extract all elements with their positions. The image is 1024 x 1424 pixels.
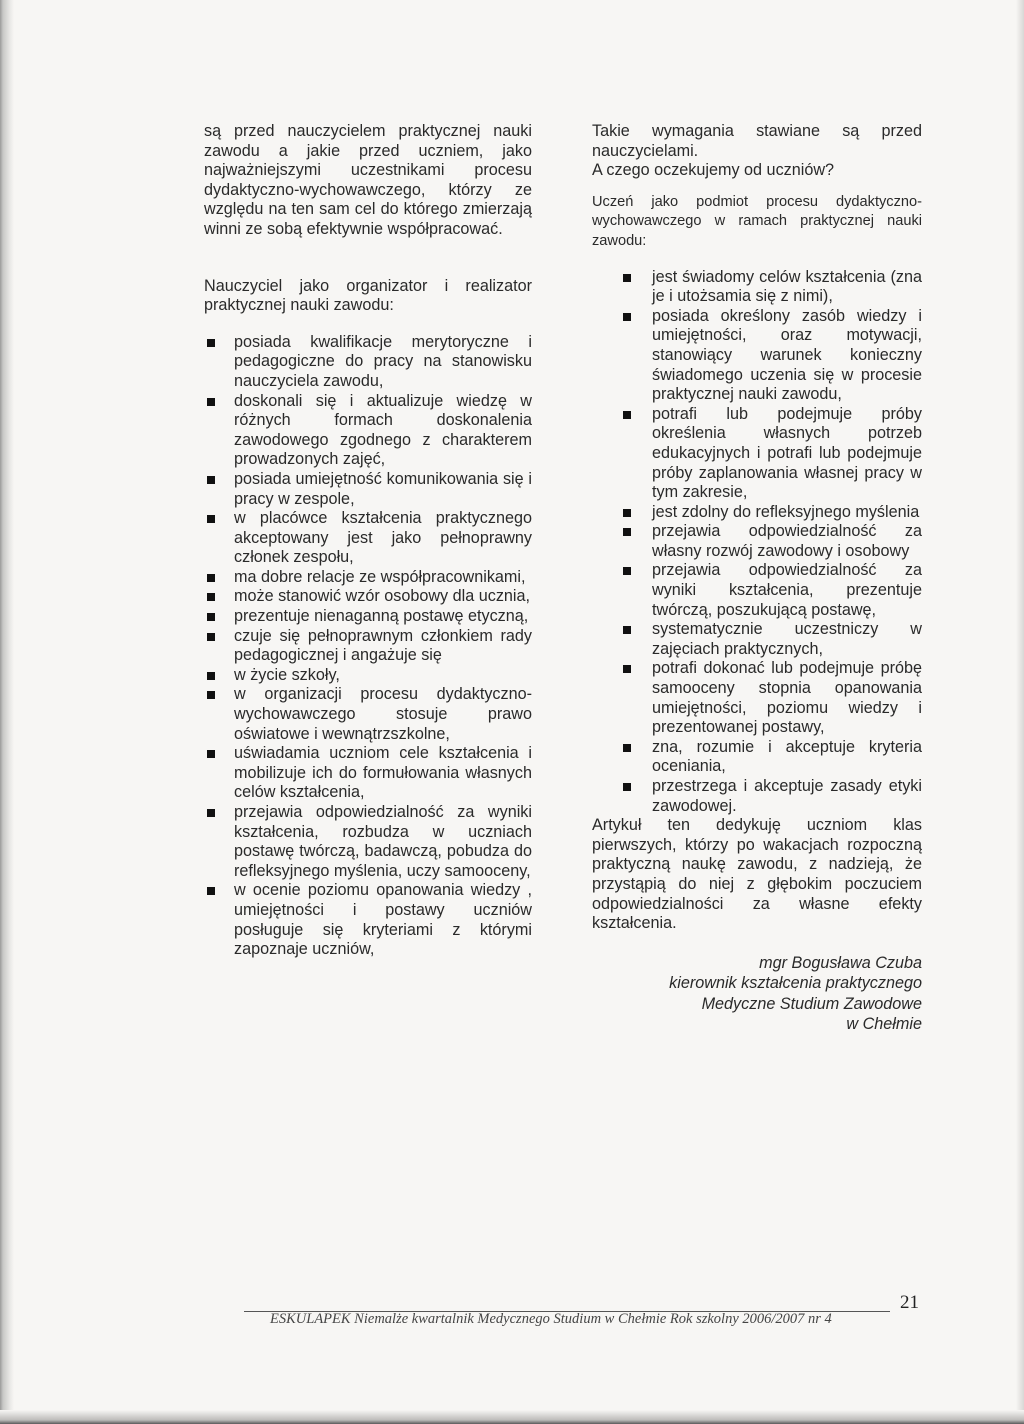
- closing-paragraph: Artykuł ten dedykuję uczniom klas pierwszych, którzy po wakacjach rozpoczną praktyczną naukę zawodu, z nadzieją, że przystąpią do niej z głębokim poczuciem odpowiedzialności za własne efekty kształcenia.: [592, 816, 922, 933]
- list-item: w organizacji procesu dydaktyczno-wychowawczego stosuje prawo oświatowe i wewnątrzszkolne,: [204, 685, 532, 744]
- page-edge-left: [0, 0, 14, 1424]
- intro-line-2: A czego oczekujemy od uczniów?: [592, 161, 835, 180]
- footer-text: ESKULAPEK Niemalże kwartalnik Medycznego Studium w Chełmie Rok szkolny 2006/2007 nr 4: [270, 1311, 832, 1327]
- student-list: [592, 268, 922, 817]
- page-edge-right: [1016, 0, 1024, 1424]
- list-item: przejawia odpowiedzialność za wyniki kształcenia, prezentuje twórczą, poszukującą postawę,: [592, 561, 922, 620]
- list-item: ma dobre relacje ze współpracownikami,: [204, 568, 532, 588]
- list-item: uświadamia uczniom cele kształcenia i mobilizuje ich do formułowania własnych celów kształcenia,: [204, 744, 532, 803]
- list-item: w ocenie poziomu opanowania wiedzy , umiejętności i postawy uczniów posługuje się kryteriami z którymi zapoznaje uczniów,: [204, 881, 532, 959]
- list-item: przejawia odpowiedzialność za wyniki kształcenia, rozbudza w uczniach postawę twórczą, badawczą, pobudza do refleksyjnego myślenia, uczy samooceny,: [204, 803, 532, 881]
- list-item: w placówce kształcenia praktycznego akceptowany jest jako pełnoprawny członek zespołu,: [204, 509, 532, 568]
- list-item: może stanowić wzór osobowy dla ucznia,: [204, 587, 532, 607]
- intro-line-1: Takie wymagania stawiane są przed nauczycielami.: [592, 122, 922, 160]
- list-item: zna, rozumie i akceptuje kryteria oceniania,: [592, 738, 922, 777]
- list-item: posiada kwalifikacje merytoryczne i pedagogiczne do pracy na stanowisku nauczyciela zawodu,: [204, 333, 532, 392]
- list-item: jest świadomy celów kształcenia (zna je i utożsamia się z nimi),: [592, 268, 922, 307]
- list-item: doskonali się i aktualizuje wiedzę w różnych formach doskonalenia zawodowego zgodnego z charakterem prowadzonych zajęć,: [204, 392, 532, 470]
- list-item: w życie szkoły,: [204, 666, 532, 686]
- list-item: przejawia odpowiedzialność za własny rozwój zawodowy i osobowy: [592, 522, 922, 561]
- author-name: mgr Bogusława Czuba: [759, 953, 922, 972]
- signature: [592, 953, 922, 1035]
- teacher-list: [204, 333, 532, 960]
- list-item: posiada umiejętność komunikowania się i pracy w zespole,: [204, 470, 532, 509]
- author-role: kierownik kształcenia praktycznego: [669, 974, 922, 993]
- list-item: prezentuje nienaganną postawę etyczną,: [204, 607, 532, 627]
- author-institution: Medyczne Studium Zawodowe: [701, 994, 922, 1013]
- author-city: w Chełmie: [846, 1014, 922, 1033]
- list-item: systematycznie uczestniczy w zajęciach praktycznych,: [592, 620, 922, 659]
- left-column: [204, 122, 532, 960]
- right-column: [592, 122, 922, 1034]
- list-item: posiada określony zasób wiedzy i umiejętności, oraz motywacji, stanowiący warunek konieczny świadomego uczenia się w procesie praktycznej nauki zawodu,: [592, 307, 922, 405]
- list-item: jest zdolny do refleksyjnego myślenia: [592, 503, 922, 523]
- list-item: potrafi lub podejmuje próby określenia własnych potrzeb edukacyjnych i potrafi lub podejmuje próby zaplanowania własnej pracy w tym zakresie,: [592, 405, 922, 503]
- page-edge-bottom: [0, 1410, 1024, 1424]
- list-item: czuje się pełnoprawnym członkiem rady pedagogicznej i angażuje się: [204, 627, 532, 666]
- intro-paragraph: są przed nauczycielem praktycznej nauki zawodu a jakie przed uczniem, jako najważniejszymi uczestnikami procesu dydaktyczno-wychowawczego, którzy ze względu na ten sam cel do którego zmierzają winni ze sobą efektywnie współpracować.: [204, 122, 532, 238]
- page-number: 21: [900, 1292, 919, 1313]
- teacher-heading: Nauczyciel jako organizator i realizator praktycznej nauki zawodu:: [204, 276, 532, 315]
- student-heading: Uczeń jako podmiot procesu dydaktyczno-wychowawczego w ramach praktycznej nauki zawodu:: [592, 193, 922, 249]
- list-item: przestrzega i akceptuje zasady etyki zawodowej.: [592, 777, 922, 816]
- list-item: potrafi dokonać lub podejmuje próbę samooceny stopnia opanowania umiejętności, poziomu wiedzy i prezentowanej postawy,: [592, 659, 922, 737]
